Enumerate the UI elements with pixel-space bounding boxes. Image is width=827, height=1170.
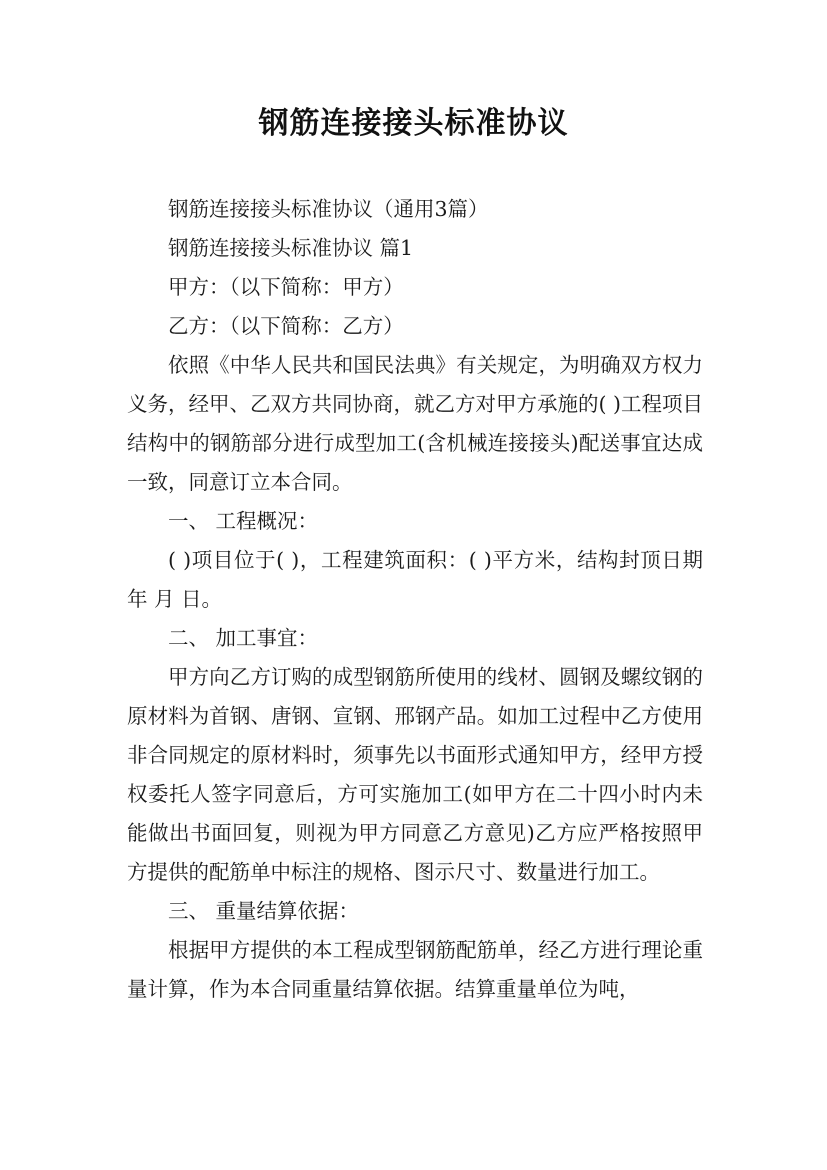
paragraph-subtitle: 钢筋连接接头标准协议（通用3篇） — [168, 197, 489, 221]
document-body — [127, 190, 703, 1009]
paragraph-section-heading: 钢筋连接接头标准协议 篇1 — [168, 236, 414, 260]
paragraph-weight-basis: 根据甲方提供的本工程成型钢筋配筋单，经乙方进行理论重量计算，作为本合同重量结算依据。结算重量单位为吨， — [127, 938, 703, 1001]
paragraph-party-a: 甲方：（以下简称：甲方） — [168, 275, 404, 299]
paragraph-processing: 甲方向乙方订购的成型钢筋所使用的线材、圆钢及螺纹钢的原材料为首钢、唐钢、宣钢、邢钢产品。如加工过程中乙方使用非合同规定的原材料时，须事先以书面形式通知甲方，经甲方授权委托人签字同意后，方可实施加工(如甲方在二十四小时内未能做出书面回复，则视为甲方同意乙方意见)乙方应严格按照甲方提供的配筋单中标注的规格、图示尺寸、数量进行加工。 — [127, 665, 703, 884]
paragraph-heading-3: 三、 重量结算依据： — [168, 899, 360, 923]
paragraph-preamble: 依照《中华人民共和国民法典》有关规定，为明确双方权力义务，经甲、乙双方共同协商，就乙方对甲方承施的( )工程项目结构中的钢筋部分进行成型加工(含机械连接接头)配送事宜达成一致，同意订立本合同。 — [127, 353, 704, 494]
paragraph-project-info: ( )项目位于( )，工程建筑面积：( )平方米，结构封顶日期 年 月 日。 — [127, 548, 703, 611]
document-title: 钢筋连接接头标准协议 — [258, 106, 569, 141]
paragraph-heading-1: 一、 工程概况： — [168, 509, 319, 533]
paragraph-party-b: 乙方：（以下简称：乙方） — [168, 314, 404, 338]
paragraph-heading-2: 二、 加工事宜： — [168, 626, 319, 650]
